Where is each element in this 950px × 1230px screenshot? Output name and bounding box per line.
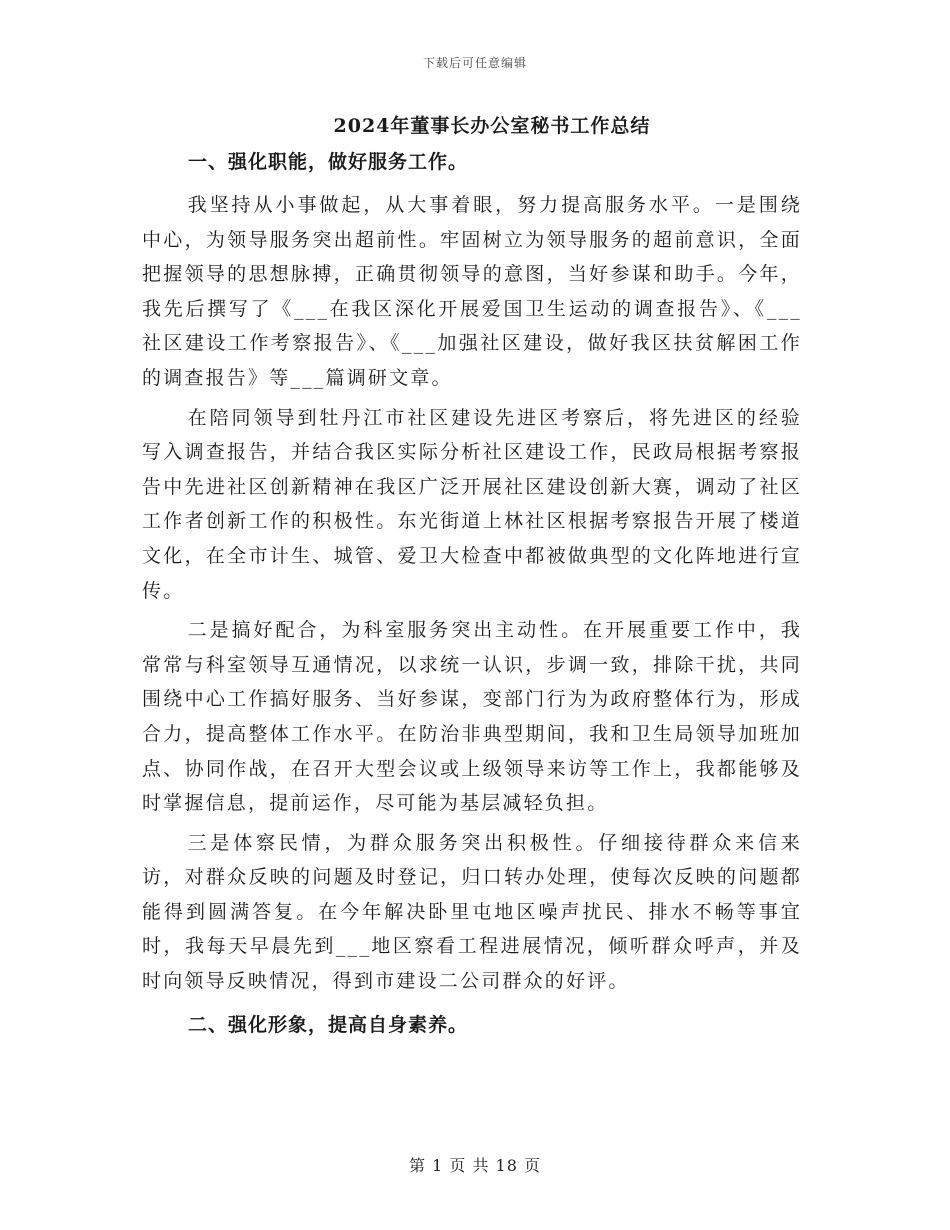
document-body [142,110,802,1041]
paragraph-3: 二是搞好配合，为科室服务突出主动性。在开展重要工作中，我常常与科室领导互通情况，以求统一认识，步调一致，排除干扰，共同围绕中心工作搞好服务、当好参谋，变部门行为为政府整体行为，形成合力，提高整体工作水平。在防治非典型期间，我和卫生局领导加班加点、协同作战，在召开大型会议或上级领导来访等工作上，我都能够及时掌握信息，提前运作，尽可能为基层减轻负担。 [142,619,802,815]
section-heading-1: 一、强化职能，做好服务工作。 [188,151,469,173]
page-header-note: 下载后可任意编辑 [422,56,527,70]
paragraph-1: 我坚持从小事做起，从大事着眼，努力提高服务水平。一是围绕中心，为领导服务突出超前性。牢固树立为领导服务的超前意识，全面把握领导的思想脉搏，正确贯彻领导的意图，当好参谋和助手。今年，我先后撰写了《___在我区深化开展爱国卫生运动的调查报告》、《___社区建设工作考察报告》、《___加强社区建设，做好我区扶贫解困工作的调查报告》等___篇调研文章。 [142,194,802,389]
section-heading-2: 二、强化形象，提高自身素养。 [188,1013,469,1036]
document-title: 2024年董事长办公室秘书工作总结 [333,115,651,137]
page-number-footer: 第 1 页 共 18 页 [409,1156,541,1175]
paragraph-4: 三是体察民情，为群众服务突出积极性。仔细接待群众来信来访，对群众反映的问题及时登记，归口转办处理，使每次反映的问题都能得到圆满答复。在今年解决卧里屯地区噪声扰民、排水不畅等事宜时，我每天早晨先到___地区察看工程进展情况，倾听群众呼声，并及时向领导反映情况，得到市建设二公司群众的好评。 [142,831,802,993]
paragraph-2: 在陪同领导到牡丹江市社区建设先进区考察后，将先进区的经验写入调查报告，并结合我区实际分析社区建设工作，民政局根据考察报告中先进社区创新精神在我区广泛开展社区建设创新大赛，调动了社区工作者创新工作的积极性。东光街道上林社区根据考察报告开展了楼道文化，在全市计生、城管、爱卫大检查中都被做典型的文化阵地进行宣传。 [142,406,802,602]
